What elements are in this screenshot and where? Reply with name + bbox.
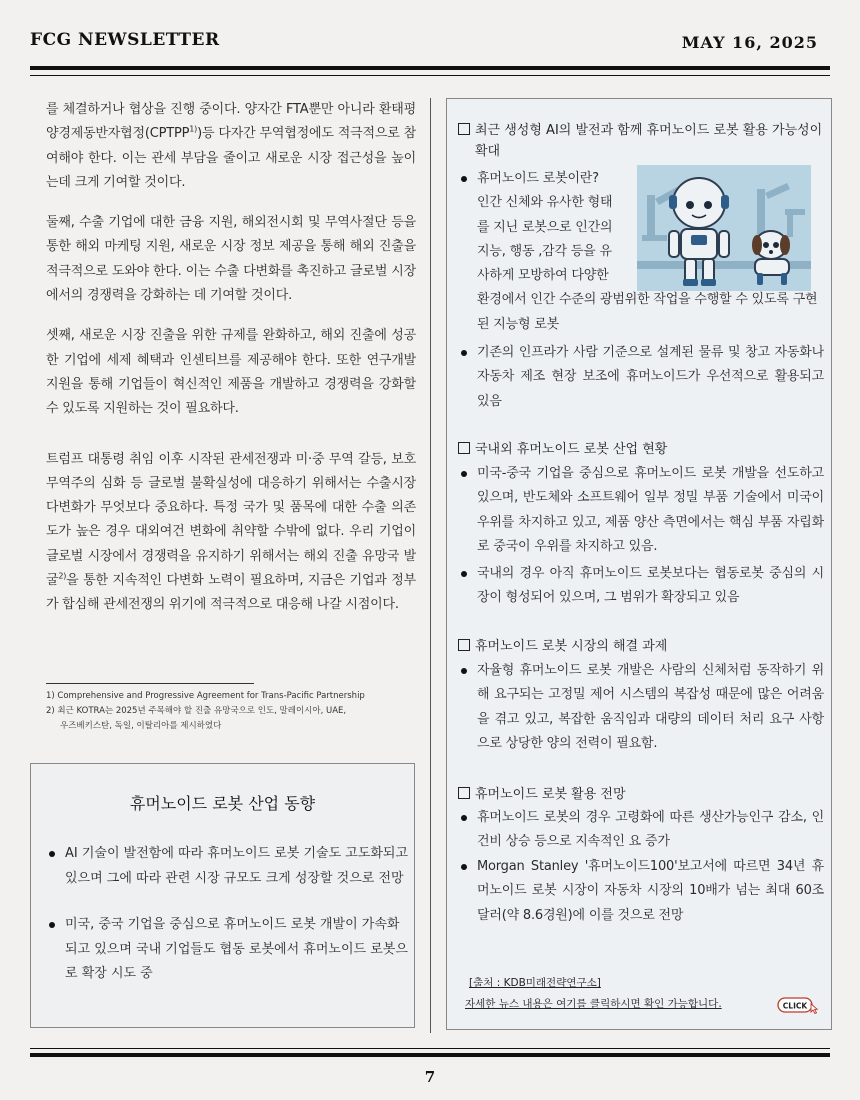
summary-bullets <box>49 842 409 1009</box>
paragraph-4: 트럼프 대통령 취임 이후 시작된 관세전쟁과 미·중 무역 갈등, 보호무역주의 심화 등 글로벌 불확실성에 대응하기 위해서는 수출시장 다변화가 무엇보다 중요하다. 특정 국가 및 품목에 대한 수출 의존도가 높은 경우 대외여건 변화에 취약할 수밖에 없다. 우리 기업이 글로벌 시장에서 경쟁력을 유지하기 위해서는 해외 진출 유망국 발굴$^{2)}$을 통한 지속적인 다변화 노력이 필요하며, 지금은 기업과 정부가 합심해 관세전쟁의 위기에 적극적으로 대응해 나갈 시점이다. <box>46 451 416 613</box>
footnote-ref-1: 1) <box>189 124 198 134</box>
paragraph-3: 셋째, 새로운 시장 진출을 위한 규제를 완화하고, 해외 진출에 성공한 기업에 세제 혜택과 인센티브를 제공해야 한다. 또한 연구개발 지원을 통해 기업들이 혁신적인 제품을 개발하고 경쟁력을 강화할 수 있도록 지원하는 것이 필요하다. <box>46 328 416 417</box>
header-rule-thick <box>30 66 830 70</box>
bullet-challenges: 자율형 휴머노이드 로봇 개발은 사람의 신체처럼 동작하기 위해 요구되는 고정밀 제어 시스템의 복잡성 때문에 많은 어려움을 겪고 있고, 복잡한 움직임과 대량의 데이터 처리 요구 사항으로 상당한 양의 전력이 필요함. <box>459 659 824 756</box>
issue-date: MAY 16, 2025 <box>681 33 818 52</box>
section-head-2: 국내외 휴머노이드 로봇 산업 현황 <box>458 439 667 460</box>
source-note: [출처 : KDB미래전략연구소] <box>469 977 601 989</box>
bullet-dot-icon <box>461 864 467 870</box>
bullet-morgan-stanley: Morgan Stanley '휴머노이드100'보고서에 따르면 34년 휴머노이드 로봇 시장이 자동차 시장의 10배가 넘는 최대 60조 달러(약 8.6경원)에 이를 것으로 전망 <box>459 855 824 928</box>
footnote-1: 1) Comprehensive and Progressive Agreement for Trans-Pacific Partnership <box>46 691 365 701</box>
bullet-dot-icon <box>49 851 55 857</box>
click-label: CLICK <box>782 1001 808 1011</box>
newsletter-title: FCG NEWSLETTER <box>30 30 220 50</box>
footer-rule-thick <box>30 1053 830 1057</box>
more-news-link[interactable]: 자세한 뉴스 내용은 여기를 클릭하시면 확인 가능합니다. <box>465 998 722 1010</box>
paragraph-2: 둘째, 수출 기업에 대한 금융 지원, 해외전시회 및 무역사절단 등을 통한 해외 마케팅 지원, 새로운 시장 정보 제공을 통해 해외 진출을 적극적으로 도와야 한다. 이는 수출 다변화를 촉진하고 글로벌 시장에서의 경쟁력을 강화하는 데 기여할 것이다. <box>46 215 416 304</box>
footnotes <box>46 689 406 734</box>
checkbox-square-icon <box>458 442 470 454</box>
click-button[interactable] <box>777 996 821 1014</box>
column-divider <box>430 98 431 1033</box>
cursor-hand-icon <box>811 1004 817 1014</box>
summary-bullet: 미국, 중국 기업을 중심으로 휴머노이드 로봇 개발이 가속화되고 있으며 국내 기업들도 협동 로봇에서 휴머노이드 로봇으로 확장 시도 중 <box>49 913 409 987</box>
bullet-dot-icon <box>461 815 467 821</box>
footnote-2-cont: 우즈베키스탄, 독일, 이탈리아를 제시하였다 <box>60 721 222 731</box>
footnote-2: 2) 최근 KOTRA는 2025년 주목해야 할 진출 유망국으로 인도, 말레이시아, UAE, <box>46 706 347 716</box>
bullet-us-china: 미국-중국 기업을 중심으로 휴머노이드 로봇 개발을 선도하고 있으며, 반도체와 소프트웨어 일부 정밀 부품 기술에서 미국이 우위를 차지하고 있고, 제품 양산 측면에서는 핵심 부품 자립화로 중국이 우위를 차지하고 있음. <box>459 462 824 559</box>
bullet-demand: 휴머노이드 로봇의 경우 고령화에 따른 생산가능인구 감소, 인건비 상승 등으로 지속적인 요 증가 <box>459 806 824 855</box>
humanoid-info-box <box>446 98 832 1030</box>
bullet-domestic: 국내의 경우 아직 휴머노이드 로봇보다는 협동로봇 중심의 시장이 형성되어 있으며, 그 범위가 확장되고 있음 <box>459 562 824 611</box>
summary-bullet: AI 기술이 발전함에 따라 휴머노이드 로봇 기술도 고도화되고 있으며 그에 따라 관련 시장 규모도 크게 성장할 것으로 전망 <box>49 842 409 891</box>
summary-box <box>30 763 415 1028</box>
bullet-dot-icon <box>461 471 467 477</box>
bullet-dot-icon <box>461 668 467 674</box>
summary-title: 휴머노이드 로봇 산업 동향 <box>129 794 316 813</box>
bullet-infrastructure: 기존의 인프라가 사람 기준으로 설계된 물류 및 창고 자동화나 자동차 제조 현장 보조에 휴머노이드가 우선적으로 활용되고 있음 <box>459 341 824 414</box>
section-head-4: 휴머노이드 로봇 활용 전망 <box>458 784 626 805</box>
footer-rule-thin <box>30 1048 830 1049</box>
checkbox-square-icon <box>458 639 470 651</box>
footnote-divider <box>46 683 254 684</box>
robot-illustration <box>637 165 811 291</box>
footnote-ref-2: 2) <box>58 571 67 581</box>
section-head-3: 휴머노이드 로봇 시장의 해결 과제 <box>458 636 667 657</box>
bullet-definition: 휴머노이드 로봇이란? 인간 신체와 유사한 형태 를 지닌 로봇으로 인간의 지능, 행동 ,감각 등을 유 사하게 모방하여 다양한 환경에서 인간 수준의 광범위한 작업을 수행할 수 있도록 구현된 지능형 로봇 <box>459 167 824 337</box>
bullet-dot-icon <box>461 350 467 356</box>
checkbox-square-icon <box>458 787 470 799</box>
paragraph-1: 를 체결하거나 협상을 진행 중이다. 양자간 FTA뿐만 아니라 환태평양경제동반자협정(CPTPP$^{1)}$)등 다자간 무역협정에도 적극적으로 참여해야 한다. 이는 관세 부담을 줄이고 새로운 시장 접근성을 높이는데 크게 기여할 것이다. <box>46 102 416 190</box>
checkbox-square-icon <box>458 123 470 135</box>
bullet-dot-icon <box>49 922 55 928</box>
bullet-dot-icon <box>461 176 467 182</box>
page-number: 7 <box>424 1068 436 1086</box>
left-column <box>46 98 416 618</box>
section-head-1: 최근 생성형 AI의 발전과 함께 휴머노이드 로봇 활용 가능성이 확대 <box>458 120 835 162</box>
bullet-dot-icon <box>461 571 467 577</box>
header-rule-thin <box>30 75 830 76</box>
